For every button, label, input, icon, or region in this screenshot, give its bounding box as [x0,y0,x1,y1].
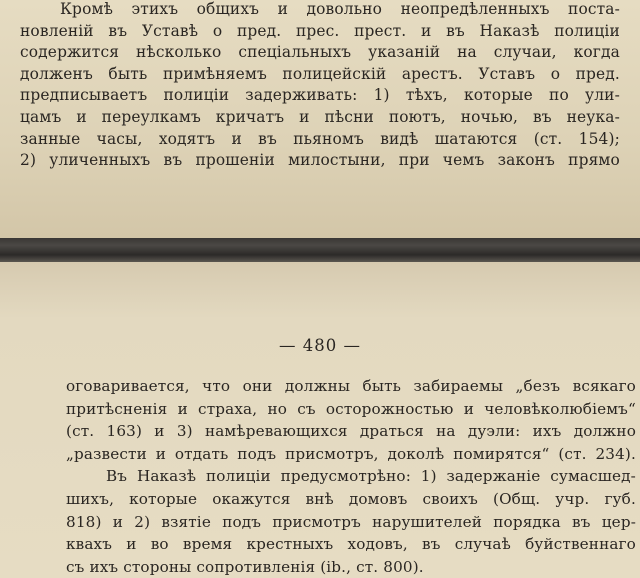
text-line: долженъ быть примѣняемъ полицейскій арестъ. Уставъ о пред. [20,64,620,83]
text-line: 818) и 2) взятіе подъ присмотръ нарушителей порядка въ цер- [66,512,636,531]
text-line: съ ихъ стороны сопротивленія (ib., ст. 800). [66,557,424,576]
text-line: оговаривается, что они должны быть забираемы „безъ всякаго [66,377,636,395]
lower-paragraph [66,375,636,578]
text-line: Въ Наказѣ полиціи предусмотрѣно: 1) задержаніе сумасшед- [106,467,636,486]
text-line: (ст. 163) и 3) намѣревающихся драться на дуэли: ихъ должно [66,422,636,441]
text-line: содержится нѣсколько спеціальныхъ указаній на случаи, когда [20,43,620,62]
text-line: шихъ, которые окажутся внѣ домовъ своихъ (Общ. учр. губ. [66,489,636,508]
text-line: 2) уличенныхъ въ прошеніи милостыни, при чемъ законъ прямо [20,151,620,170]
text-line: Кромѣ этихъ общихъ и довольно неопредѣленныхъ поста- [60,0,620,18]
upper-page [0,0,640,238]
page-number: — 480 — [279,336,361,355]
text-line: притѣсненія и страха, но съ осторожностью и человѣколюбіемъ“ [66,399,636,418]
text-line: „развести и отдать подъ присмотръ, доколѣ помирятся“ (ст. 234). [66,444,636,463]
text-line: цамъ и переулкамъ кричатъ и пѣсни поютъ, ночью, въ неука- [20,107,620,126]
upper-paragraph [20,0,620,172]
text-line: предписываетъ полиціи задерживать: 1) тѣхъ, которые по ули- [20,86,620,105]
text-line: квахъ и во время крестныхъ ходовъ, въ случаѣ буйственнаго [66,535,636,554]
text-line: новленій въ Уставѣ о пред. прес. прест. и въ Наказѣ полиціи [20,21,620,40]
text-line: занные часы, ходятъ и въ пьяномъ видѣ шатаются (ст. 154); [20,129,620,148]
book-gutter [0,238,640,262]
